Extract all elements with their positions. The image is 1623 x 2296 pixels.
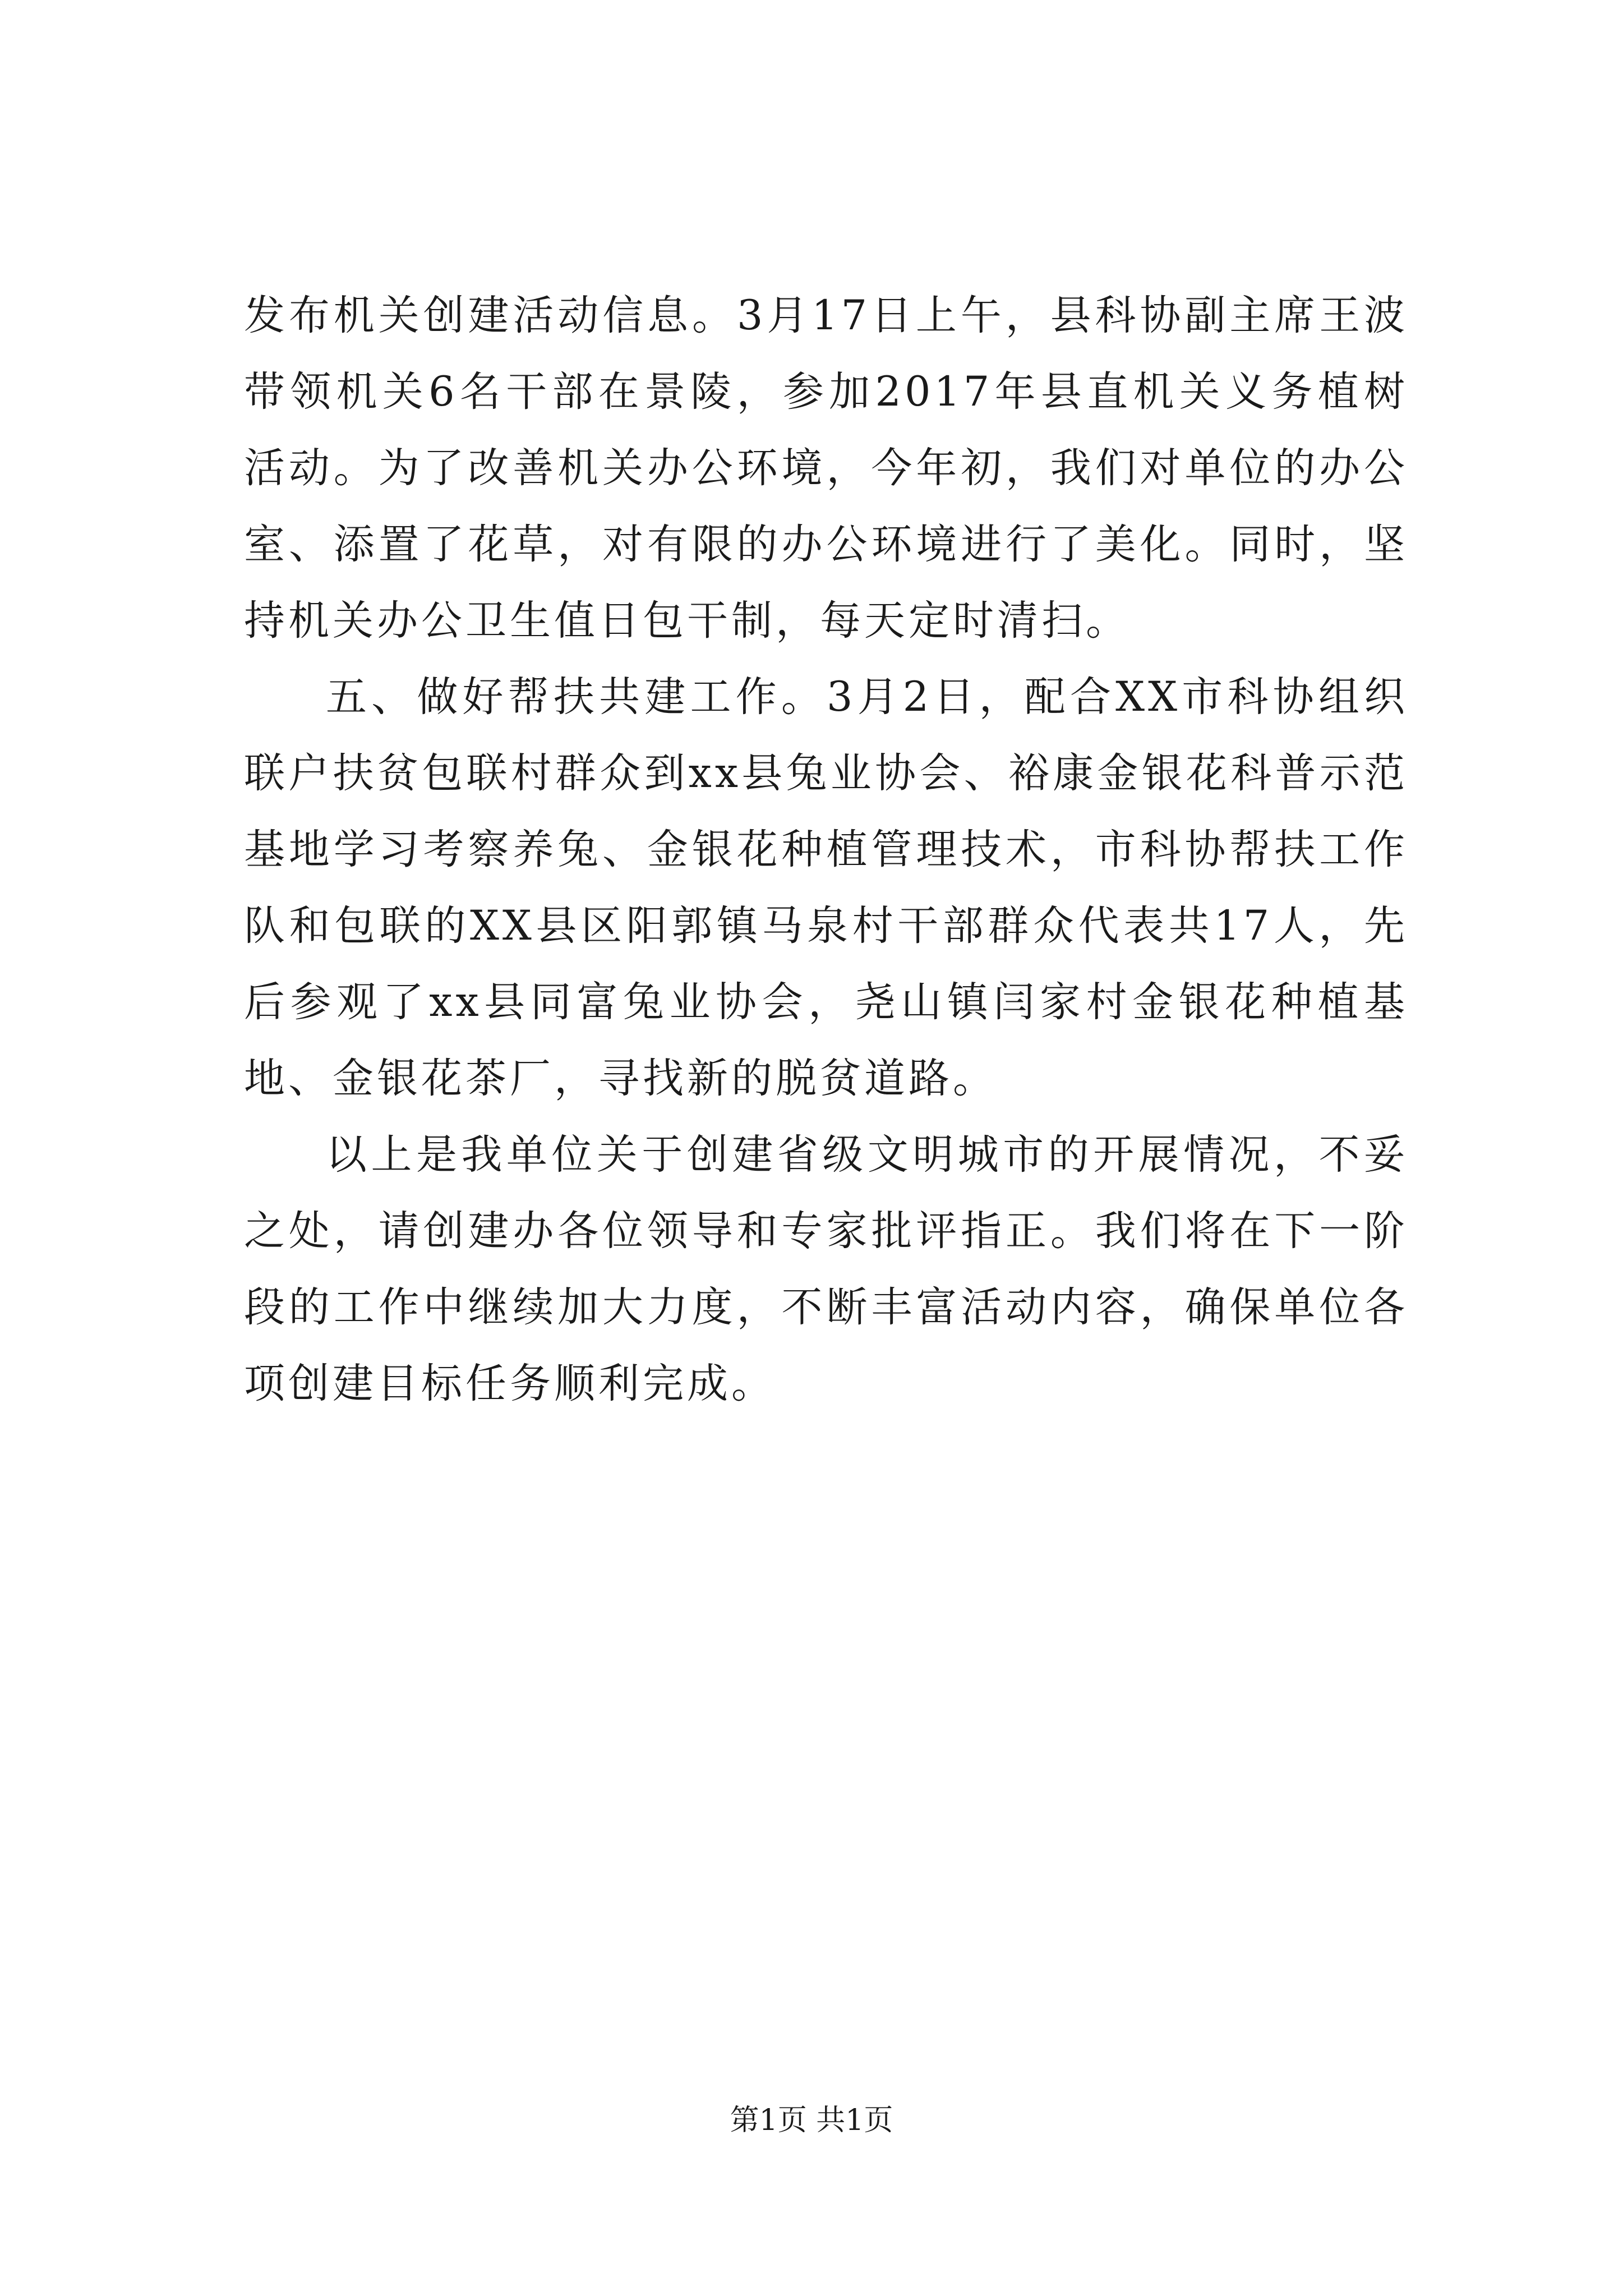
paragraph-poverty-assistance: 五、做好帮扶共建工作。3月2日，配合XX市科协组织联户扶贫包联村群众到xx县兔业协会、裕康金银花科普示范基地学习考察养兔、金银花种植管理技术，市科协帮扶工作队和包联的XX县区阳郭镇马泉村干部群众代表共17人，先后参观了xx县同富兔业协会，尧山镇闫家村金银花种植基地、金银花茶厂，寻找新的脱贫道路。 [244, 673, 1408, 1102]
page-number-footer: 第1页 共1页 [730, 2104, 893, 2137]
paragraph-activities: 发布机关创建活动信息。3月17日上午，县科协副主席王波带领机关6名干部在景陵，参加2017年县直机关义务植树活动。为了改善机关办公环境，今年初，我们对单位的办公室、添置了花草，对有限的办公环境进行了美化。同时，坚持机关办公卫生值日包干制，每天定时清扫。 [244, 292, 1408, 645]
document-body [244, 278, 1408, 1422]
paragraph-conclusion: 以上是我单位关于创建省级文明城市的开展情况，不妥之处，请创建办各位领导和专家批评指正。我们将在下一阶段的工作中继续加大力度，不断丰富活动内容，确保单位各项创建目标任务顺利完成。 [244, 1131, 1408, 1407]
